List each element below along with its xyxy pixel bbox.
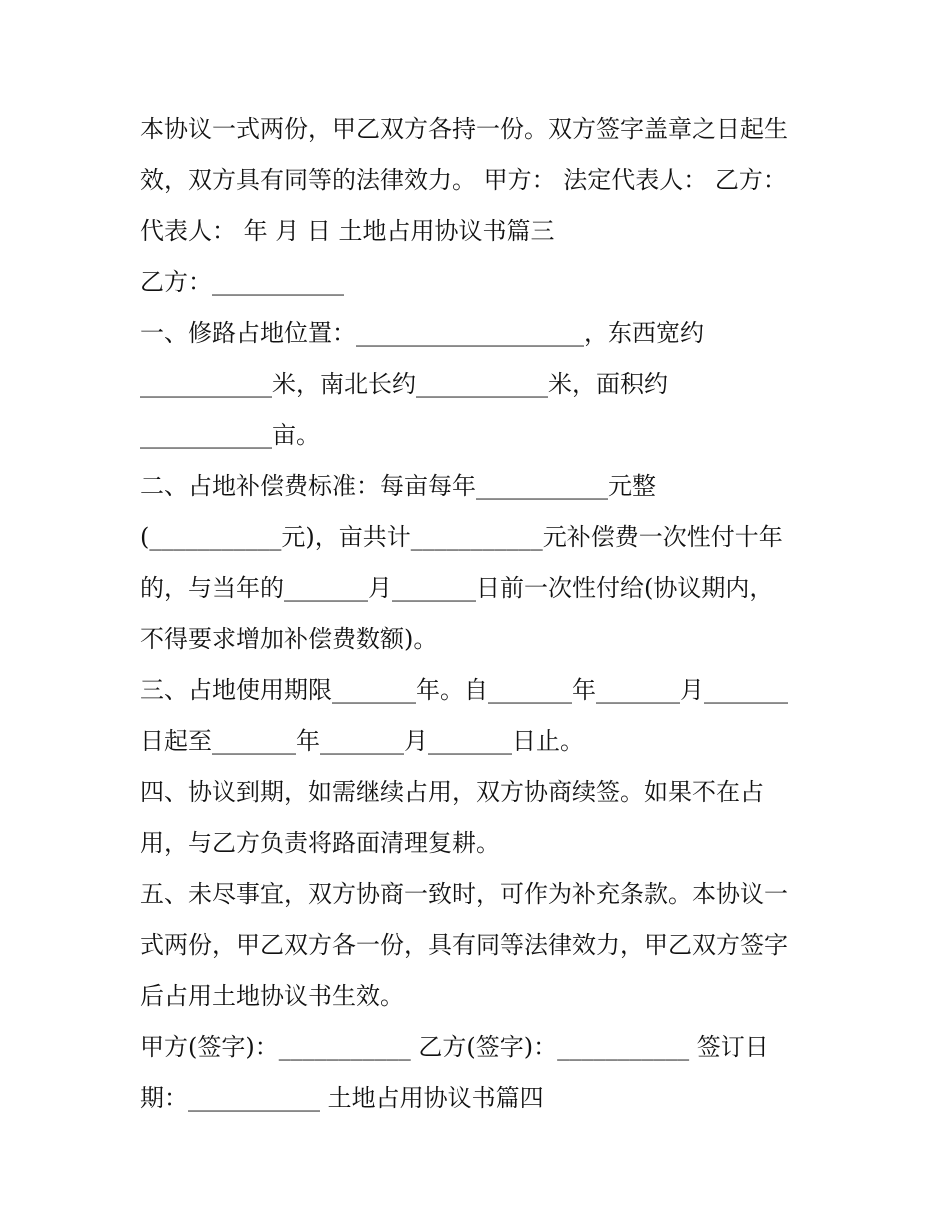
text-line: ___________米，南北长约___________米，面积约 bbox=[140, 370, 668, 398]
text-line: 一、修路占地位置：___________________，东西宽约 bbox=[140, 319, 704, 347]
text-line: 式两份，甲乙双方各一份，具有同等法律效力，甲乙双方签字 bbox=[140, 931, 788, 959]
text-line: 五、未尽事宜，双方协商一致时，可作为补充条款。本协议一 bbox=[140, 880, 788, 908]
text-line: 二、占地补偿费标准：每亩每年___________元整 bbox=[140, 472, 656, 500]
document-body bbox=[140, 104, 820, 1124]
text-line: 用，与乙方负责将路面清理复耕。 bbox=[140, 829, 500, 857]
text-line: 期：___________ 土地占用协议书篇四 bbox=[140, 1084, 544, 1112]
text-line: 三、占地使用期限_______年。自_______年_______月_______ bbox=[140, 676, 788, 704]
text-line: 日起至_______年_______月_______日止。 bbox=[140, 727, 584, 755]
text-line: 效，双方具有同等的法律效力。 甲方： 法定代表人： 乙方： bbox=[140, 166, 787, 194]
text-line: 乙方：___________ bbox=[140, 268, 344, 296]
text-line: 不得要求增加补偿费数额)。 bbox=[140, 625, 438, 653]
text-line: ___________亩。 bbox=[140, 421, 320, 449]
text-line: 甲方(签字)：___________ 乙方(签字)：___________ 签订日 bbox=[140, 1033, 769, 1061]
text-line: 代表人： 年 月 日 土地占用协议书篇三 bbox=[140, 217, 555, 245]
text-line: (___________元)，亩共计___________元补偿费一次性付十年 bbox=[140, 523, 783, 551]
text-line: 本协议一式两份，甲乙双方各持一份。双方签字盖章之日起生 bbox=[140, 115, 788, 143]
text-line: 四、协议到期，如需继续占用，双方协商续签。如果不在占 bbox=[140, 778, 764, 806]
text-line: 后占用土地协议书生效。 bbox=[140, 982, 404, 1010]
text-line: 的，与当年的_______月_______日前一次性付给(协议期内， bbox=[140, 574, 774, 602]
